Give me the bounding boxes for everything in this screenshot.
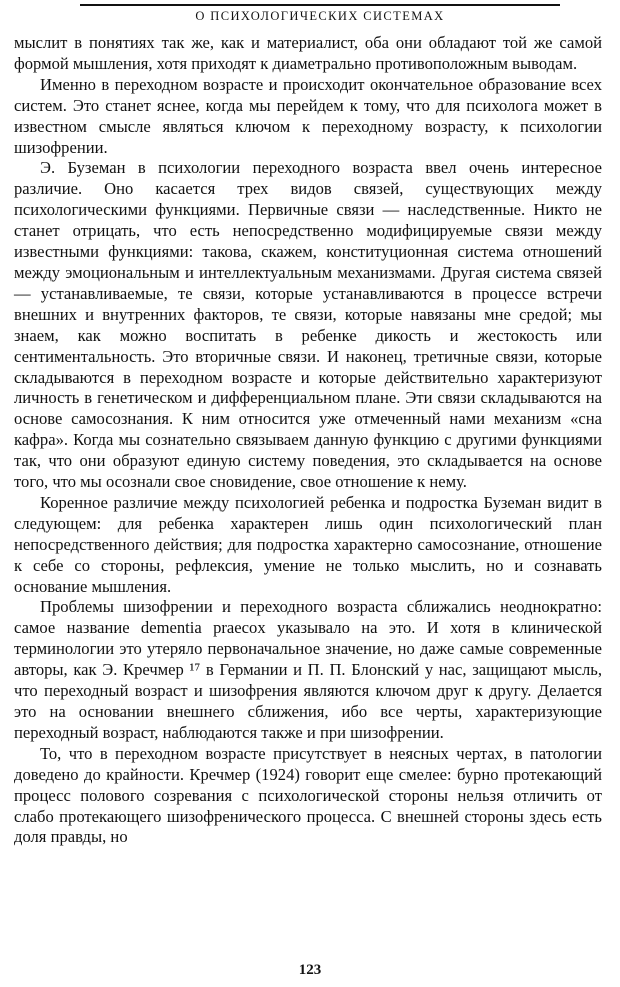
text-body (14, 33, 602, 848)
paragraph-3: Э. Буземан в психологии переходного возраста ввел очень интересное различие. Оно касается трех видов связей, существующих между психологическими функциями. Первичные связи — наследственные. Никто не станет отрицать, что есть непосредственно модифицируемые связи между известными функциями: такова, скажем, конституционная система отношений между эмоциональным и интеллектуальным механизмами. Другая система связей — устанавливаемые, те связи, которые устанавливаются в процессе встречи внешних и внутренних факторов, те связи, которые навязаны мне средой; мы знаем, как можно воспитать в ребенке дикость и жестокость или сентиментальность. Это вторичные связи. И наконец, третичные связи, которые складываются в переходном возрасте и которые действительно характеризуют личность в генетическом и дифференциальном плане. Эти связи складываются на основе самосознания. К ним относится уже отмеченный нами механизм «сна кафра». Когда мы сознательно связываем данную функцию с другими функциями так, что они образуют единую систему поведения, это складывается на основе того, что мы осознали свое сновидение, свое отношение к нему. (14, 158, 602, 492)
paragraph-6: То, что в переходном возрасте присутствует в неясных чертах, в патологии доведено до крайности. Кречмер (1924) говорит еще смелее: бурно протекающий процесс полового созревания с психологической стороны нельзя отличить от слабо протекающего шизофренического процесса. С внешней стороны здесь есть доля правды, но (14, 743, 602, 847)
page-number: 123 (298, 962, 322, 978)
paragraph-4: Коренное различие между психологией ребенка и подростка Буземан видит в следующем: для ребенка характерен лишь один психологический план непосредственного действия; для подростка характерно самосознание, отношение к себе со стороны, рефлексия, умение не только мыслить, но и сознавать основание мышления. (14, 492, 602, 596)
header-rule (80, 4, 560, 6)
running-header (80, 4, 560, 24)
paragraph-2: Именно в переходном возрасте и происходит окончательное образование всех систем. Это станет яснее, когда мы перейдем к тому, что для психолога может в известном смысле являться ключом к переходному возрасту, к психологии шизофрении. (14, 74, 602, 157)
running-header-title: О ПСИХОЛОГИЧЕСКИХ СИСТЕМАХ (195, 9, 445, 23)
paragraph-1: мыслит в понятиях так же, как и материалист, оба они обладают той же самой формой мышления, хотя приходят к диаметрально противоположным выводам. (14, 33, 602, 73)
paragraph-5: Проблемы шизофрении и переходного возраста сближались неоднократно: самое название dementia praecox указывало на это. И хотя в клинической терминологии это утеряло первоначальное значение, но даже самые современные авторы, как Э. Кречмер ¹⁷ в Германии и П. П. Блонский у нас, защищают мысль, что переходный возраст и шизофрения являются ключом друг к другу. Делается это на основании внешнего сближения, ибо все черты, характеризующие переходный возраст, наблюдаются также и при шизофрении. (14, 597, 602, 742)
